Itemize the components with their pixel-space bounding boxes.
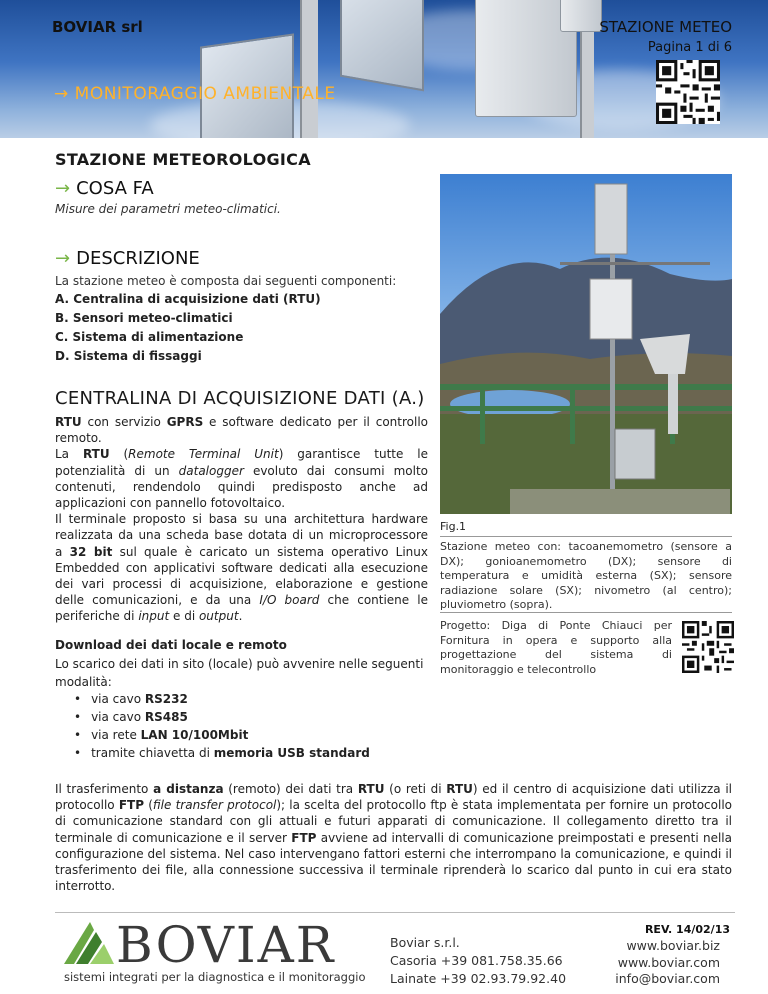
- page-title: STAZIONE METEOROLOGICA: [55, 150, 311, 169]
- paragraph: RTU con servizio GPRS e software dedicato per il controllo remoto.: [55, 415, 429, 446]
- list-item: C. Sistema di alimentazione: [55, 330, 244, 344]
- download-text: Lo scarico dei dati in sito (locale) può avvenire nelle seguenti modalità:: [55, 657, 424, 689]
- section-heading-cosa-fa: → COSA FA: [55, 178, 154, 199]
- project-description: Progetto: Diga di Ponte Chiauci per Fornitura in opera e supporto alla progettazione del sistema di monitoraggio e telecontrollo: [440, 619, 672, 676]
- solar-panel-image: [340, 0, 424, 91]
- logo-tagline: sistemi integrati per la diagnostica e il monitoraggio: [64, 970, 366, 984]
- figure-label: Fig.1: [440, 520, 467, 533]
- list-item: • via rete LAN 10/100Mbit: [74, 726, 370, 744]
- centralina-body: [55, 414, 428, 625]
- footer-web: [615, 938, 720, 988]
- header-company: BOVIAR srl: [52, 18, 143, 36]
- boviar-logo-mark-icon: [62, 920, 116, 966]
- download-heading: Download dei dati locale e remoto: [55, 638, 287, 652]
- footer-contacts: Boviar s.r.l. Casoria +39 081.758.35.66 Lainate +39 02.93.79.92.40: [390, 935, 567, 986]
- list-item: • via cavo RS485: [74, 708, 370, 726]
- email-link[interactable]: info@boviar.com: [615, 971, 720, 986]
- project-qr-code-icon: [682, 621, 734, 673]
- cosa-fa-subtitle: Misure dei parametri meteo-climatici.: [55, 202, 281, 216]
- download-modes-list: [74, 690, 370, 762]
- website-link[interactable]: www.boviar.com: [617, 954, 720, 970]
- figure-caption: Stazione meteo con: tacoanemometro (sensore a DX); gonioanemometro (DX); sensore di temperatura e umidità esterna (SX); sensore radiazione solare (SX); nivometro (al centro); pluviometro (sopra).: [440, 540, 732, 611]
- arrow-right-icon: →: [55, 248, 71, 269]
- arrow-right-icon: →: [54, 84, 69, 104]
- header-document-type: STAZIONE METEO: [599, 18, 732, 36]
- header-qr-code-icon: [656, 60, 720, 124]
- section-heading-descrizione: → DESCRIZIONE: [55, 248, 200, 269]
- header-page-indicator: Pagina 1 di 6: [647, 40, 732, 55]
- divider: [440, 536, 732, 537]
- header-section-title: → MONITORAGGIO AMBIENTALE: [54, 84, 336, 104]
- paragraph: Il terminale proposto si basa su una architettura hardware realizzata da una scheda base dotata di un microprocessore a 32 bit sul quale è caricato un sistema operativo Linux Embedded con applicativi software dedicati alla esecuzione dei vari processi di acquisizione, elaborazione e gestione delle comunicazioni, e da una I/O board che contiene le periferiche di input e di output.: [55, 512, 428, 624]
- trasferimento-paragraph: Il trasferimento a distanza (remoto) dei dati tra RTU (o reti di RTU) ed il centro di acquisizione dati utilizza il protocollo FTP (file transfer protocol); la scelta del protocollo ftp è stata implementata per fornire un protocollo di comunicazione standard con gli attuali e futuri apparati di comunicazione. Il collegamento diretto tra il terminale di comunicazione e il server FTP avviene ad intervalli di comunicazione preimpostati e presenti nella configurazione del sistema. Nel caso intervengano fattori esterni che interrompano la comunicazione, e quindi il trasferimento dei file, alla connessione successiva il terminale riprenderà lo scarico dal punto in cui era stato interrotto.: [55, 782, 733, 894]
- revision-label: REV. 14/02/13: [644, 923, 730, 936]
- list-item: D. Sistema di fissaggi: [55, 349, 202, 363]
- list-item: B. Sensori meteo-climatici: [55, 311, 233, 325]
- descrizione-intro: La stazione meteo è composta dai seguenti componenti:: [55, 274, 397, 288]
- boviar-logo: BOVIAR: [62, 920, 335, 970]
- arrow-right-icon: →: [55, 178, 71, 199]
- divider: [440, 612, 732, 613]
- paragraph: La RTU (Remote Terminal Unit) garantisce tutte le potenzialità di un datalogger evoluto dai consumi molto contenuti, rendendolo quindi predisposto anche ad applicazioni con pannello fotovoltaico.: [55, 447, 428, 511]
- footer-divider: [55, 912, 735, 913]
- website-link[interactable]: www.boviar.biz: [626, 938, 720, 953]
- list-item: • via cavo RS232: [74, 690, 370, 708]
- list-item: • tramite chiavetta di memoria USB standard: [74, 744, 370, 762]
- weather-station-photo: [440, 174, 732, 514]
- list-item: A. Centralina di acquisizione dati (RTU): [55, 292, 321, 306]
- section-heading-centralina: CENTRALINA DI ACQUISIZIONE DATI (A.): [55, 388, 425, 409]
- components-list: [55, 290, 321, 366]
